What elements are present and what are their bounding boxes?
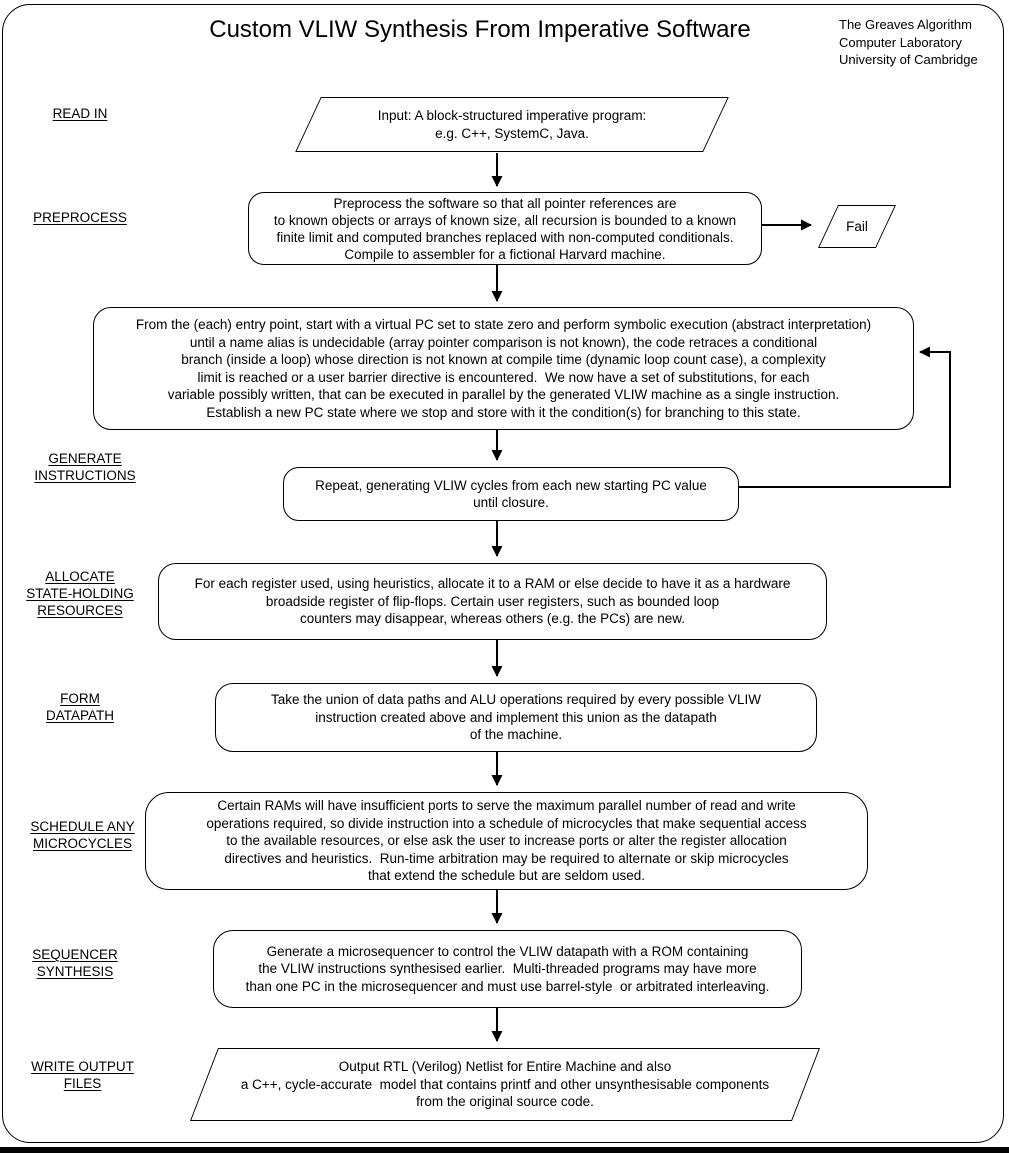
node-text-line: until a name alias is undecidable (array pointer comparison is not known), the code retraces a conditional: [189, 334, 818, 350]
node-text-line: directives and heuristics. Run-time arbitration may be required to alternate or skip microcycles: [224, 850, 789, 866]
diagram-title: Custom VLIW Synthesis From Imperative Software: [209, 16, 751, 43]
node-text-line: that extend the schedule but are seldom used.: [368, 868, 645, 884]
node-repeat: [283, 467, 739, 521]
node-text-line: finite limit and computed branches replaced with non-computed conditionals.: [276, 229, 734, 245]
attribution-line: The Greaves Algorithm: [839, 17, 972, 32]
stage-label-line: PREPROCESS: [33, 210, 127, 225]
node-form-datapath: [215, 683, 817, 752]
node-text-line: from the original source code.: [416, 1094, 594, 1110]
node-fail: [828, 205, 886, 248]
node-text-line: Output RTL (Verilog) Netlist for Entire Machine and also: [338, 1059, 672, 1075]
node-text-line: e.g. C++, SystemC, Java.: [435, 125, 589, 141]
node-text-line: than one PC in the microsequencer and must use barrel-style or arbitrated interleaving.: [245, 978, 770, 994]
stage-label-line: SYNTHESIS: [36, 964, 114, 979]
stage-label-line: RESOURCES: [37, 603, 123, 618]
stage-label-line: INSTRUCTIONS: [34, 468, 136, 483]
bottom-edge-bar: [0, 1147, 1009, 1153]
node-text-line: limit is reached or a user barrier directive is encountered. We now have a set of substitutions, for each: [197, 369, 810, 385]
node-text-line: to the available resources, or else ask the user to increase ports or alter the register allocation: [226, 833, 787, 849]
node-text-line: counters may disappear, whereas others (e.g. the PCs) are new.: [300, 611, 685, 627]
node-text-line: a C++, cycle-accurate model that contains printf and other unsynthesisable components: [240, 1076, 770, 1092]
stage-label-form-datapath: [5, 690, 155, 724]
node-text-line: Compile to assembler for a fictional Harvard machine.: [344, 246, 666, 262]
node-text-line: of the machine.: [469, 727, 563, 743]
node-text-line: Establish a new PC state where we stop and store with it the condition(s) for branching to this state.: [206, 404, 801, 420]
stage-label-line: READ IN: [52, 106, 108, 121]
node-text-line: until closure.: [473, 495, 549, 510]
node-text-line: Repeat, generating VLIW cycles from each new starting PC value: [315, 477, 707, 493]
stage-label-line: MICROCYCLES: [32, 836, 132, 851]
node-schedule-microcycles: [145, 792, 868, 890]
stage-label-line: FORM: [60, 691, 100, 706]
node-text-line: Take the union of data paths and ALU operations required by every possible VLIW: [270, 692, 762, 708]
node-text-line: branch (inside a loop) whose direction is not known at compile time (dynamic loop count case), a complexity: [181, 352, 826, 367]
node-text-line: variable possibly written, that can be executed in parallel by the generated VLIW machine as a single instruction.: [167, 387, 840, 402]
node-allocate-registers: [158, 563, 827, 640]
node-symbolic-execution: [93, 307, 914, 430]
node-text-line: Preprocess the software so that all pointer references are: [333, 195, 677, 211]
node-text-line: Generate a microsequencer to control the VLIW datapath with a ROM containing: [266, 943, 749, 959]
stage-label-allocate-state-holding-resources: [5, 568, 155, 619]
stage-label-line: ALLOCATE: [45, 569, 115, 584]
stage-label-generate-instructions: [5, 450, 165, 484]
stage-label-line: SCHEDULE ANY: [30, 819, 135, 834]
node-text-line: Input: A block-structured imperative program:: [377, 108, 647, 123]
attribution-line: University of Cambridge: [839, 52, 978, 67]
node-text-line: instruction created above and implement this union as the datapath: [315, 709, 717, 725]
node-text-line: Fail: [846, 218, 868, 234]
stage-label-schedule-any-microcycles: [5, 818, 160, 852]
node-output: [204, 1048, 806, 1121]
stage-label-preprocess: [10, 209, 150, 226]
node-text-line: the VLIW instructions synthesised earlier. Multi-threaded programs may have more: [258, 961, 757, 977]
stage-label-line: WRITE OUTPUT: [31, 1059, 134, 1074]
node-text-line: Certain RAMs will have insufficient ports to serve the maximum parallel number of read and write: [217, 798, 796, 814]
stage-label-line: STATE-HOLDING: [26, 586, 134, 601]
stage-label-line: FILES: [63, 1076, 102, 1091]
node-text-line: From the (each) entry point, start with a virtual PC set to state zero and perform symbolic execution (abstract interpretation): [135, 317, 872, 332]
node-text-line: For each register used, using heuristics, allocate it to a RAM or else decide to have it as a hardware: [194, 576, 791, 592]
node-input: [308, 97, 716, 152]
attribution-line: Computer Laboratory: [839, 34, 962, 50]
node-preprocess: [248, 192, 762, 265]
node-sequencer-synthesis: [213, 930, 802, 1008]
stage-label-line: GENERATE: [48, 451, 122, 466]
node-text-line: broadside register of flip-flops. Certain user registers, such as bounded loop: [265, 593, 720, 609]
stage-label-line: SEQUENCER: [32, 947, 118, 962]
attribution-block: [839, 16, 978, 69]
stage-label-read-in: [10, 105, 150, 122]
stage-label-write-output-files: [5, 1058, 160, 1092]
stage-label-line: DATAPATH: [45, 708, 114, 723]
node-text-line: operations required, so divide instruction into a schedule of microcycles that make sequential access: [206, 815, 807, 831]
stage-label-sequencer-synthesis: [5, 946, 145, 980]
node-text-line: to known objects or arrays of known size, all recursion is bounded to a known: [273, 212, 737, 228]
